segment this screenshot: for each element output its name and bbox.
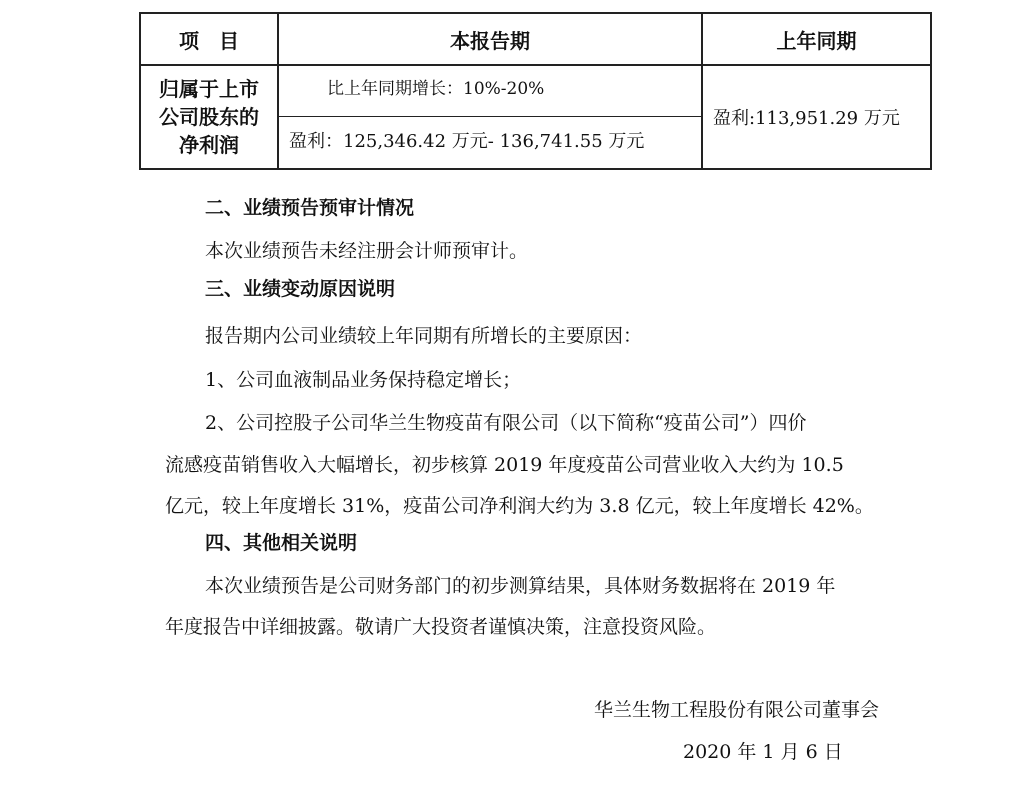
section-4-title: 四、其他相关说明 xyxy=(205,532,358,554)
section-3-item-2-line-3: 亿元，较上年度增长 31%，疫苗公司净利润大约为 3.8 亿元，较上年度增长 42%。 xyxy=(165,495,874,517)
header-item: 项 目 xyxy=(140,13,278,65)
section-2-body: 本次业绩预告未经注册会计师预审计。 xyxy=(205,240,529,262)
section-3-intro: 报告期内公司业绩较上年同期有所增长的主要原因： xyxy=(205,325,643,347)
current-profit: 盈利：125,346.42 万元- 136,741.55 万元 xyxy=(289,131,645,152)
forecast-table xyxy=(139,12,932,170)
section-4-line-2: 年度报告中详细披露。敬请广大投资者谨慎决策，注意投资风险。 xyxy=(165,616,717,638)
section-3-item-1: 1、公司血液制品业务保持稳定增长； xyxy=(205,369,522,391)
signature-company: 华兰生物工程股份有限公司董事会 xyxy=(594,699,880,721)
row-label-line: 净利润 xyxy=(179,133,239,157)
signature-date: 2020 年 1 月 6 日 xyxy=(683,741,843,763)
section-4-line-1: 本次业绩预告是公司财务部门的初步测算结果，具体财务数据将在 2019 年 xyxy=(205,575,836,597)
table-row xyxy=(140,65,931,169)
section-3-item-2-line-2: 流感疫苗销售收入大幅增长，初步核算 2019 年度疫苗公司营业收入大约为 10.5 xyxy=(165,454,844,476)
row-label-line: 公司股东的 xyxy=(159,105,259,129)
header-current-period: 本报告期 xyxy=(278,13,702,65)
row-label-line: 归属于上市 xyxy=(159,77,259,101)
current-period-cell xyxy=(278,65,702,169)
prior-profit: 盈利:113,951.29 万元 xyxy=(702,65,931,169)
section-3-item-2-line-1: 2、公司控股子公司华兰生物疫苗有限公司（以下简称“疫苗公司”）四价 xyxy=(205,412,807,434)
current-growth: 比上年同期增长：10%-20% xyxy=(279,66,701,117)
section-3-title: 三、业绩变动原因说明 xyxy=(205,278,396,300)
header-prior-period: 上年同期 xyxy=(702,13,931,65)
section-2-title: 二、业绩预告预审计情况 xyxy=(205,197,415,219)
row-label-cell xyxy=(140,65,278,169)
table-header-row xyxy=(140,13,931,65)
